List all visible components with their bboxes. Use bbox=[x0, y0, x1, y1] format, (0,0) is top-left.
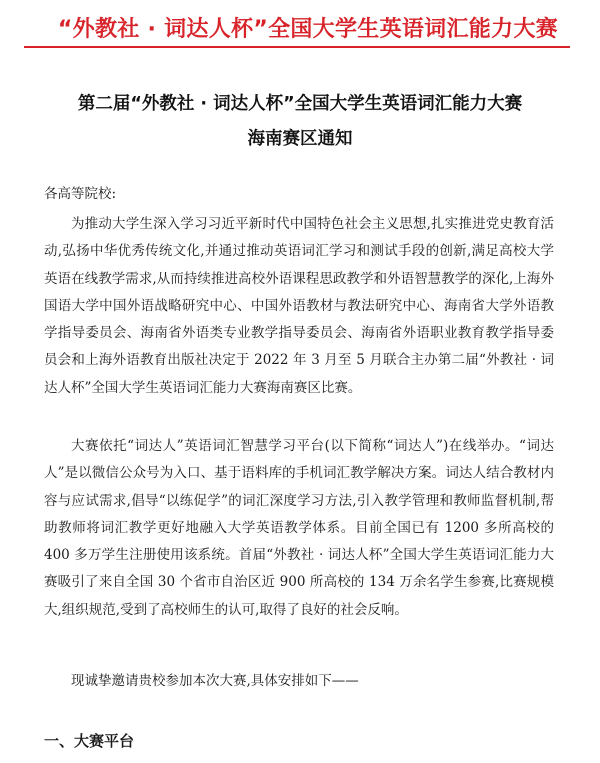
header-title: “外教社 · 词达人杯”全国大学生英语词汇能力大赛 bbox=[57, 17, 558, 42]
header-divider bbox=[24, 46, 570, 48]
section-heading-platform: 一、大赛平台 bbox=[44, 732, 135, 750]
page-header bbox=[0, 0, 600, 50]
notice-title-line1: 第二届“外教社 · 词达人杯”全国大学生英语词汇能力大赛 bbox=[77, 94, 523, 114]
notice-title-line2: 海南赛区通知 bbox=[247, 129, 353, 149]
salutation: 各高等院校: bbox=[44, 186, 117, 202]
paragraph-background: 为推动大学生深入学习习近平新时代中国特色社会主义思想,扎实推进党史教育活动,弘扬中华优秀传统文化,并通过推动英语词汇学习和测试手段的创新,满足高校大学英语在线教学需求,从而持续推进高校外语课程思政教学和外语智慧教学的深化,上海外国语大学中国外语战略研究中心、中国外语教材与教法研究中心、海南省大学外语教学指导委员会、海南省外语类专业教学指导委员会、海南省外语职业教育教学指导委员会和上海外语教育出版社决定于 2022 年 3 月至 5 月联合主办第二届“外教社 · 词达人杯”全国大学生英语词汇能力大赛海南赛区比赛。 bbox=[44, 216, 554, 396]
paragraph-invitation: 现诚挚邀请贵校参加本次大赛,具体安排如下—— bbox=[71, 673, 359, 689]
paragraph-platform-intro: 大赛依托“词达人”英语词汇智慧学习平台(以下简称“词达人”)在线举办。“词达人”是以微信公众号为入口、基于语料库的手机词汇教学解决方案。词达人结合教材内容与应试需求,倡导“以练促学”的词汇深度学习方法,引入教学管理和教师监督机制,帮助教师将词汇教学更好地融入大学英语教学体系。目前全国已有 1200 多所高校的 400 多万学生注册使用该系统。首届“外教社 · 词达人杯”全国大学生英语词汇能力大赛吸引了来自全国 30 个省市自治区近 900 所高校的 134 万余名学生参赛,比赛规模大,组织规范,受到了高校师生的认可,取得了良好的社会反响。 bbox=[44, 438, 554, 618]
